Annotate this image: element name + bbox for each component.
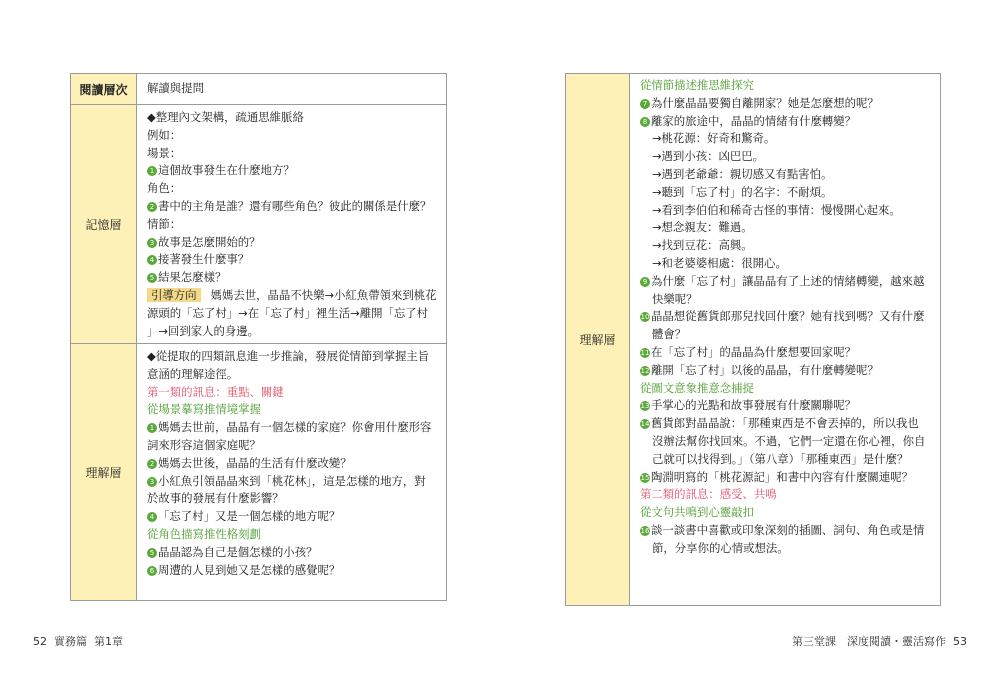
question-item <box>640 469 925 487</box>
number-badge-icon: 10 <box>640 313 650 322</box>
subheading <box>640 77 925 95</box>
chapter-name: 第1章 <box>94 635 123 648</box>
line-text: 詞來形容這個家庭呢？ <box>147 437 261 452</box>
line-text: ◆從提取的四類訊息進一步推論，發展從情節到掌握主旨 <box>147 349 430 363</box>
section-name: 實務篇 <box>54 635 87 648</box>
text-line <box>640 184 925 202</box>
question-item <box>147 544 431 562</box>
question-item <box>640 308 925 326</box>
line-text: 從情節描述推思維探究 <box>640 78 754 92</box>
number-badge-icon: 15 <box>640 473 650 482</box>
line-text: 小紅魚引領晶晶來到「桃花林」，這是怎樣的地方，對 <box>158 473 426 488</box>
line-text: 體會？ <box>652 327 687 342</box>
line-text: →找到豆花：高興。 <box>652 238 753 253</box>
number-badge-icon: 1 <box>147 423 157 433</box>
line-text: 手掌心的光點和故事發展有什麼關聯呢？ <box>651 398 857 413</box>
line-text: 書中的主角是誰？還有哪些角色？彼此的關係是什麼？ <box>158 198 432 213</box>
line-text: 從場景摹寫推情境掌握 <box>147 402 261 417</box>
text-line <box>147 216 437 234</box>
line-text: →想念親友：難過。 <box>652 220 753 235</box>
line-text: 從角色描寫推性格刻劃 <box>147 526 261 541</box>
line-text: 結果怎麼樣？ <box>158 270 227 285</box>
header-content-cell <box>137 74 212 105</box>
line-text: 為什麼晶晶要獨自離開家？她是怎麼想的呢？ <box>651 95 879 110</box>
number-badge-icon: 7 <box>640 99 650 109</box>
text-line <box>640 326 925 344</box>
line-text: →和老婆婆相處：很開心。 <box>652 255 787 270</box>
question-item <box>640 273 925 291</box>
line-text: 於故事的發展有什麼影響？ <box>147 491 284 506</box>
question-item <box>640 522 925 540</box>
text-line <box>147 145 437 163</box>
text-line <box>640 291 925 309</box>
category-heading <box>640 486 925 504</box>
line-text: 晶晶認為自己是個怎樣的小孩？ <box>158 544 318 559</box>
text-line <box>640 237 925 255</box>
line-text: 己就可以找得到。」（第八章）「那種東西」是什麼？ <box>652 451 909 466</box>
left-table <box>70 73 447 601</box>
line-text: 陶淵明寫的「桃花源記」和書中內容有什麼關連呢？ <box>651 469 913 484</box>
text-line <box>147 109 437 127</box>
line-text: 意涵的理解途徑。 <box>147 366 239 381</box>
number-badge-icon: 8 <box>640 117 650 127</box>
text-line <box>640 255 925 273</box>
line-text: →看到李伯伯和稀奇古怪的事情：慢慢開心起來。 <box>652 202 901 217</box>
line-text: 媽媽去世，晶晶不快樂→小紅魚帶領來到桃花 <box>210 287 437 302</box>
number-badge-icon: 11 <box>640 348 650 357</box>
question-item <box>640 415 925 433</box>
footer-right <box>792 633 967 649</box>
text-line <box>640 451 925 469</box>
text-line <box>147 348 431 366</box>
number-badge-icon: 4 <box>147 255 157 265</box>
page-number-right: 53 <box>953 635 967 648</box>
text-line <box>147 127 437 145</box>
line-text: 節，分享你的心情或想法。 <box>652 540 789 555</box>
line-text: 例如： <box>147 127 182 142</box>
line-text: 媽媽去世後，晶晶的生活有什麼改變？ <box>158 455 352 470</box>
line-text: 」→回到家人的身邊。 <box>147 323 260 338</box>
subheading <box>147 401 431 419</box>
line-text: 快樂呢？ <box>652 291 698 306</box>
understand-label: 理解層 <box>85 465 122 480</box>
question-item <box>147 234 437 252</box>
line-text: 角色： <box>147 181 182 196</box>
header-level-cell <box>71 74 137 105</box>
question-item <box>147 508 431 526</box>
question-item <box>640 95 925 113</box>
question-item <box>147 162 437 180</box>
line-text: ◆整理內文架構，疏通思維脈絡 <box>147 110 304 124</box>
line-text: →遇到小孩：凶巴巴。 <box>652 149 765 164</box>
right-understand-label-cell <box>566 74 630 605</box>
understand-label-cell <box>71 344 137 600</box>
number-badge-icon: 13 <box>640 402 650 411</box>
right-understand-content <box>630 74 933 558</box>
memory-label: 記憶層 <box>85 218 122 232</box>
memory-content <box>137 105 445 340</box>
line-text: →桃花源：好奇和驚奇。 <box>652 131 776 146</box>
understand-content <box>137 344 439 579</box>
footer-left <box>33 633 123 649</box>
text-line <box>147 305 437 323</box>
text-line <box>147 437 431 455</box>
subheading <box>640 380 925 398</box>
line-text: 故事是怎麼開始的？ <box>158 234 261 249</box>
number-badge-icon: 6 <box>147 566 157 576</box>
number-badge-icon: 3 <box>147 238 157 248</box>
text-line <box>147 323 437 341</box>
question-item <box>640 344 925 362</box>
line-text: 「忘了村」又是一個怎樣的地方呢？ <box>158 509 341 524</box>
line-text: 離家的旅途中，晶晶的情緒有什麼轉變？ <box>651 113 857 128</box>
text-line <box>640 148 925 166</box>
line-text: 媽媽去世前，晶晶有一個怎樣的家庭？你會用什麼形容 <box>158 420 432 435</box>
subheading <box>640 504 925 522</box>
line-text: →聽到「忘了村」的名字：不耐煩。 <box>652 184 833 199</box>
guide-tag: 引導方向 <box>147 288 201 302</box>
question-item <box>147 473 431 491</box>
line-text: 場景： <box>147 145 182 160</box>
number-badge-icon: 12 <box>640 366 650 375</box>
text-line <box>640 130 925 148</box>
text-line <box>640 166 925 184</box>
number-badge-icon: 5 <box>147 548 157 558</box>
text-line <box>640 202 925 220</box>
number-badge-icon: 14 <box>640 420 650 429</box>
number-badge-icon: 1 <box>147 166 157 176</box>
line-text: 沒辦法幫你找回來。不過，它們一定還在你心裡，你自 <box>652 433 926 448</box>
text-line <box>147 490 431 508</box>
line-text: 這個故事發生在什麼地方？ <box>158 163 295 178</box>
question-item <box>640 113 925 131</box>
number-badge-icon: 2 <box>147 202 157 212</box>
question-item <box>147 198 437 216</box>
line-text: 晶晶想從舊貨郎那兒找回什麼？她有找到嗎？又有什麼 <box>651 309 925 324</box>
line-text: 源頭的「忘了村」→在「忘了村」裡生活→離開「忘了村 <box>147 305 429 320</box>
question-item <box>147 455 431 473</box>
line-text: 為什麼「忘了村」讓晶晶有了上述的情緒轉變，越來越 <box>651 273 925 288</box>
question-item <box>147 562 431 580</box>
subheading <box>147 526 431 544</box>
line-text: 情節： <box>147 216 182 231</box>
number-badge-icon: 16 <box>640 526 650 535</box>
text-line <box>640 219 925 237</box>
line-text: 離開「忘了村」以後的晶晶，有什麼轉變呢？ <box>651 362 879 377</box>
line-text: 接著發生什麼事？ <box>158 252 250 267</box>
number-badge-icon: 2 <box>147 459 157 469</box>
page-number-left: 52 <box>33 635 47 648</box>
question-item <box>147 269 437 287</box>
number-badge-icon: 3 <box>147 477 157 487</box>
question-item <box>147 419 431 437</box>
number-badge-icon: 9 <box>640 277 650 287</box>
number-badge-icon: 5 <box>147 273 157 283</box>
lesson-title: 第三堂課 深度閱讀・靈活寫作 <box>792 635 946 648</box>
text-line <box>640 433 925 451</box>
text-line <box>147 366 431 384</box>
number-badge-icon: 4 <box>147 512 157 522</box>
question-item <box>640 362 925 380</box>
line-text: →遇到老爺爺：親切感又有點害怕。 <box>652 166 833 181</box>
right-table <box>565 73 941 606</box>
text-line <box>147 287 437 305</box>
line-text: 從圖文意象推意念捕捉 <box>640 380 754 395</box>
memory-label-cell <box>71 105 137 344</box>
line-text: 第一類的訊息：重點、關鍵 <box>147 384 284 399</box>
header-content: 解讀與提問 <box>147 81 204 95</box>
line-text: 在「忘了村」的晶晶為什麼想要回家呢？ <box>651 344 857 359</box>
text-line <box>640 540 925 558</box>
text-line <box>147 180 437 198</box>
line-text: 舊貨郎對晶晶說：「那種東西是不會丟掉的，所以我也 <box>651 416 919 431</box>
question-item <box>147 251 437 269</box>
right-understand-label: 理解層 <box>579 333 616 347</box>
line-text: 第二類的訊息：感受、共鳴 <box>640 487 777 502</box>
header-level: 閱讀層次 <box>79 83 128 97</box>
line-text: 從文句共鳴到心靈敲扣 <box>640 505 754 520</box>
question-item <box>640 397 925 415</box>
line-text: 談一談書中喜歡或印象深刻的插圖、詞句、角色或是情 <box>651 522 925 537</box>
line-text: 周遭的人見到她又是怎樣的感覺呢？ <box>158 562 341 577</box>
category-heading <box>147 384 431 402</box>
